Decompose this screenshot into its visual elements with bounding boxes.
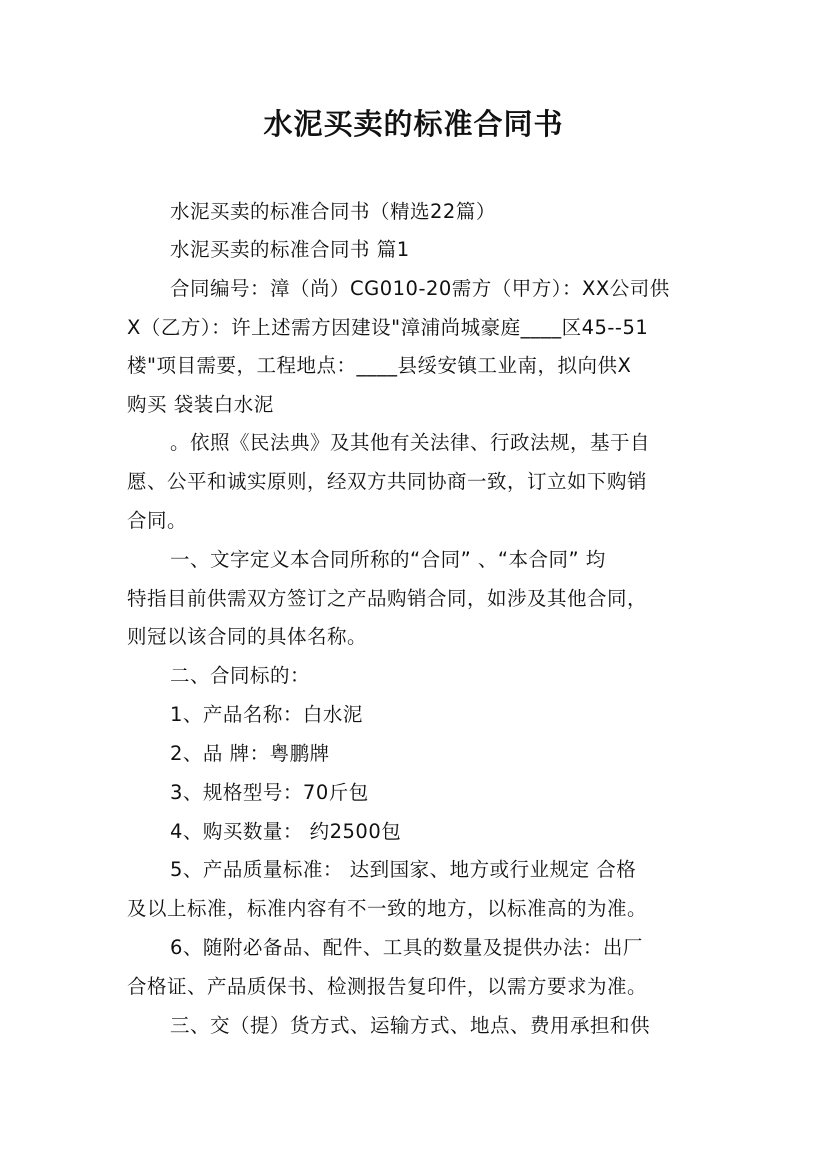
text-line: 。依照《民法典》及其他有关法律、行政法规，基于自 bbox=[170, 431, 651, 454]
text-line: 则冠以该合同的具体名称。 bbox=[127, 625, 368, 648]
text-line: 水泥买卖的标准合同书 篇1 bbox=[170, 238, 410, 261]
text-line: 购买 袋装白水泥 bbox=[127, 393, 274, 416]
text-line: 楼"项目需要，工程地点：____县绥安镇工业南，拟向供X bbox=[127, 354, 632, 377]
document-title: 水泥买卖的标准合同书 bbox=[263, 107, 564, 141]
text-line: 特指目前供需双方签订之产品购销合同，如涉及其他合同， bbox=[127, 587, 648, 610]
text-line: 合同编号：漳（尚）CG010-20需方（甲方）：XX公司供 bbox=[170, 277, 670, 300]
text-line: 5、产品质量标准： 达到国家、地方或行业规定 合格 bbox=[170, 858, 637, 881]
text-line: 水泥买卖的标准合同书（精选22篇） bbox=[170, 200, 496, 223]
text-line: 合格证、产品质保书、检测报告复印件，以需方要求为准。 bbox=[127, 975, 648, 998]
text-line: 6、随附必备品、配件、工具的数量及提供办法：出厂 bbox=[170, 936, 643, 959]
text-line: 3、规格型号：70斤包 bbox=[170, 781, 369, 804]
text-line: 4、购买数量： 约2500包 bbox=[170, 820, 402, 843]
text-line: 三、交（提）货方式、运输方式、地点、费用承担和供 bbox=[170, 1014, 651, 1037]
text-line: 及以上标准，标准内容有不一致的地方，以标准高的为准。 bbox=[127, 897, 648, 920]
text-line: 愿、公平和诚实原则，经双方共同协商一致，订立如下购销 bbox=[127, 470, 648, 493]
text-line: 1、产品名称：白水泥 bbox=[170, 703, 363, 726]
text-line: 2、品 牌：粤鹏牌 bbox=[170, 742, 330, 765]
text-line: X（乙方）：许上述需方因建设"漳浦尚城豪庭____区45--51 bbox=[127, 316, 649, 339]
text-line: 二、合同标的： bbox=[170, 664, 311, 687]
text-line: 一、文字定义本合同所称的“合同” 、“本合同” 均 bbox=[170, 548, 606, 571]
text-line: 合同。 bbox=[127, 509, 188, 532]
